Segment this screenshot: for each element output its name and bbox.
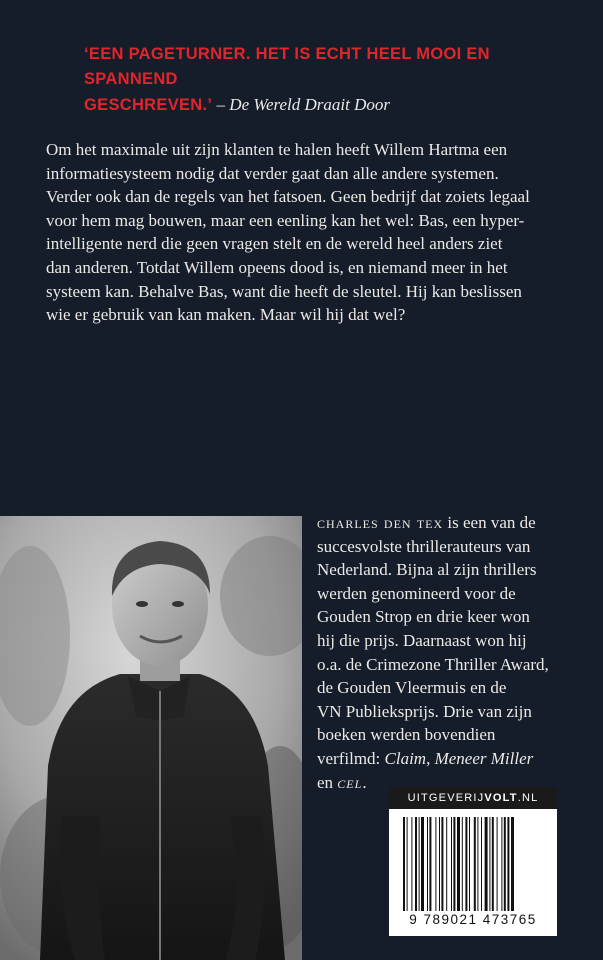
bio-end: . xyxy=(362,772,367,792)
bio-en: en xyxy=(317,772,338,792)
publisher-label xyxy=(389,787,557,809)
blurb-line: Verder ook dan de regels van het fatsoen. Geen bedrijf dat zoiets legaal xyxy=(46,187,530,207)
bio-line: werden genomineerd voor de xyxy=(317,583,516,603)
bio-line: boeken werden bovendien xyxy=(317,725,496,745)
quote-line-2: GESCHREVEN.’ xyxy=(84,96,213,114)
bio-line: succesvolste thrillerauteurs van xyxy=(317,536,531,556)
publisher-suffix: .NL xyxy=(517,792,539,804)
film-title-meneer-miller: Meneer Miller xyxy=(434,748,534,768)
review-quote xyxy=(84,42,554,118)
bio-line: is een van de xyxy=(443,513,536,532)
quote-dash: – xyxy=(212,95,230,114)
quote-line-1: ‘EEN PAGETURNER. HET IS ECHT HEEL MOOI EN SPANNEND xyxy=(84,45,490,88)
blurb-line: voor hem mag bouwen, maar een eenling kan het wel: Bas, een hyper- xyxy=(46,210,525,230)
isbn-barcode xyxy=(389,809,557,936)
author-bio xyxy=(317,511,587,794)
book-blurb xyxy=(46,138,566,327)
bio-line: hij die prijs. Daarnaast won hij xyxy=(317,630,527,650)
blurb-line: intelligente nerd die geen vragen stelt en de wereld heel anders ziet xyxy=(46,234,503,254)
blurb-line: wie er gebruik van kan maken. Maar wil hij dat wel? xyxy=(46,305,406,325)
film-title-cel: cel xyxy=(337,772,363,792)
film-title-claim: Claim xyxy=(384,748,427,768)
bio-line: Nederland. Bijna al zijn thrillers xyxy=(317,560,537,580)
bio-line: Gouden Strop en drie keer won xyxy=(317,607,530,627)
blurb-line: informatiesysteem nodig dat verder gaat dan alle andere systemen. xyxy=(46,163,499,183)
bio-separator: , xyxy=(426,748,435,768)
quote-source: De Wereld Draait Door xyxy=(229,95,390,114)
bio-line: de Gouden Vleermuis en de xyxy=(317,678,507,698)
blurb-line: Om het maximale uit zijn klanten te halen heeft Willem Hartma een xyxy=(46,140,508,159)
isbn-number: 9 789021 473765 xyxy=(409,912,537,927)
bio-verfilmd: verfilmd: xyxy=(317,748,385,768)
publisher-prefix: UITGEVERIJ xyxy=(407,792,485,804)
publisher-brand: VOLT xyxy=(484,792,518,804)
author-photo xyxy=(0,516,302,960)
blurb-line: systeem kan. Behalve Bas, want die heeft de sleutel. Hij kan beslissen xyxy=(46,281,522,301)
bio-line: VN Publieksprijs. Drie van zijn xyxy=(317,701,532,721)
author-name: charles den tex xyxy=(317,513,444,532)
blurb-line: dan anderen. Totdat Willem opeens dood is, en niemand meer in het xyxy=(46,257,508,277)
barcode-bars-icon xyxy=(403,817,543,911)
bio-line: o.a. de Crimezone Thriller Award, xyxy=(317,654,549,674)
